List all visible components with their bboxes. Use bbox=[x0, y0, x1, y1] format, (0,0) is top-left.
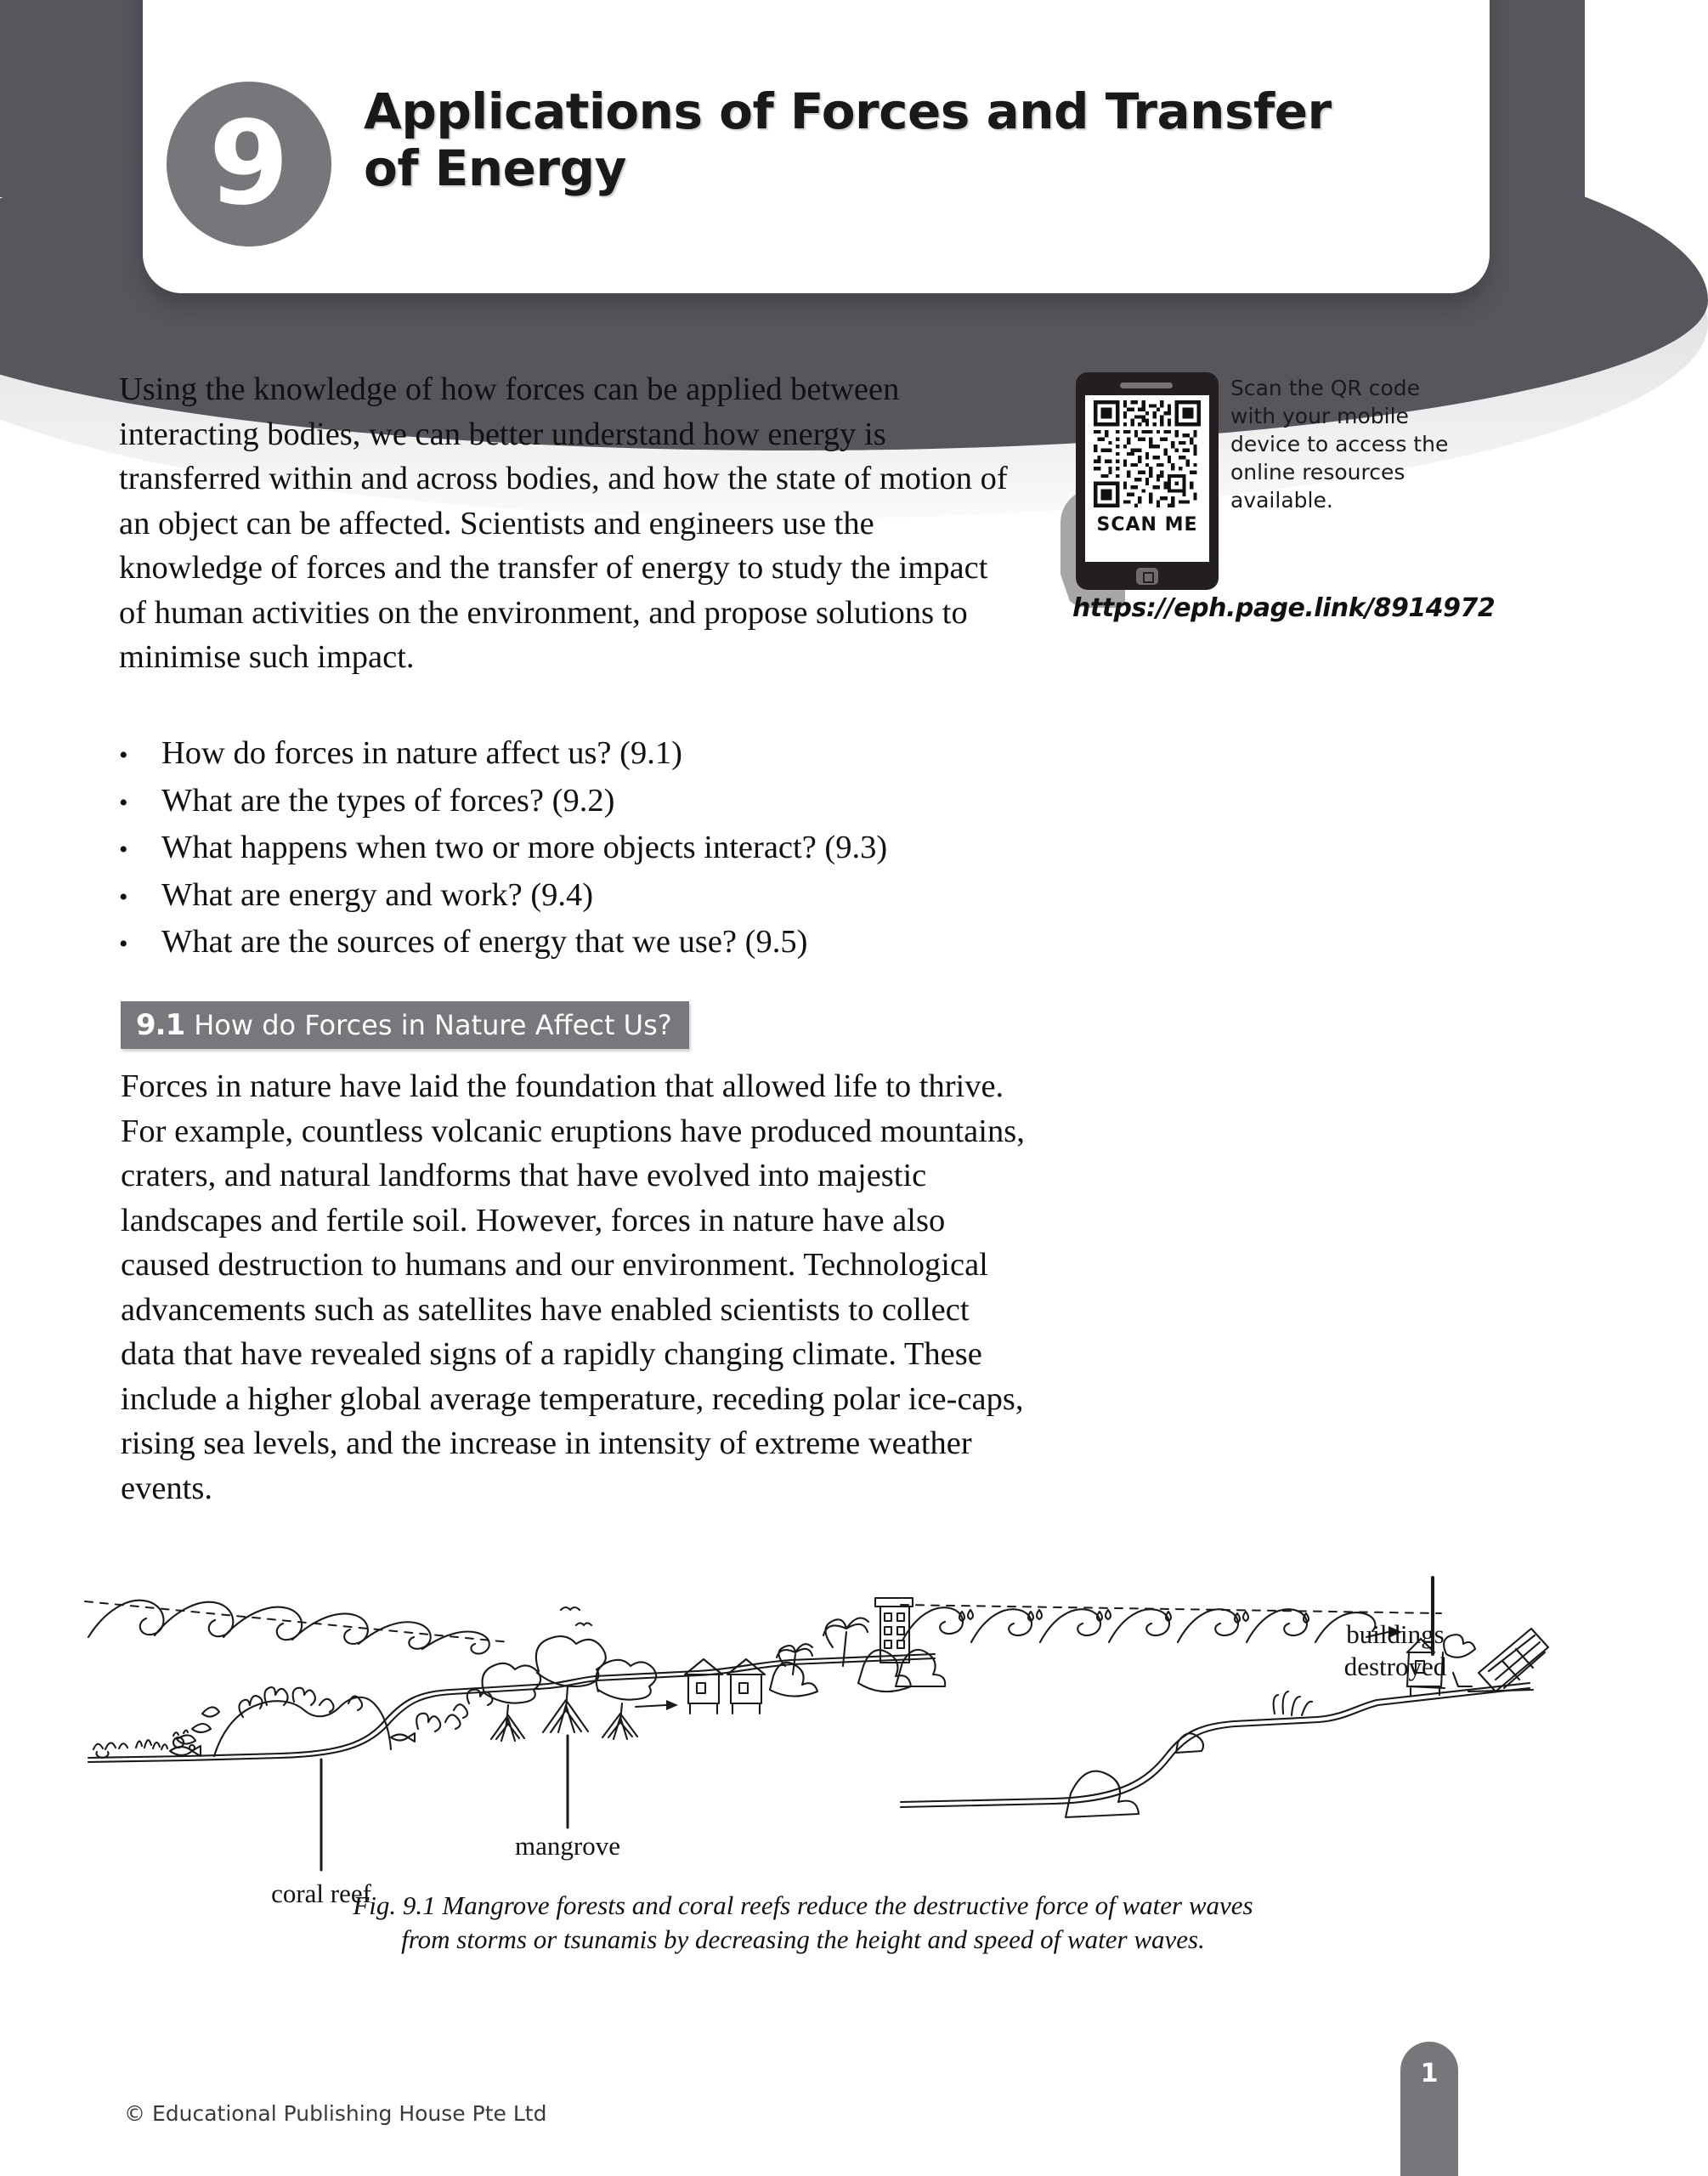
page-title: Applications of Forces and Transfer of Energy bbox=[364, 82, 1332, 198]
seaweed-2 bbox=[445, 1714, 461, 1729]
wave-right-2 bbox=[971, 1609, 1032, 1642]
debris-ground-line bbox=[1468, 1690, 1533, 1692]
list-item bbox=[119, 825, 1054, 873]
intro-paragraph: Using the knowledge of how forces can be applied between interacting bodies, we can better understand how energy is transferred within and across bodies, and how the state of motion of an object can be affected. Scientists and engineers use the knowledge of forces and the transfer of energy to study the impact of human activities on the environment, and propose solutions to minimise such impact. bbox=[119, 371, 1008, 675]
arrow-head-left bbox=[666, 1700, 678, 1710]
list-item-label: How do forces in nature affect us? (9.1) bbox=[161, 735, 682, 771]
house-1-stilts bbox=[690, 1703, 717, 1714]
phone-screen bbox=[1085, 395, 1209, 562]
wave-right-4 bbox=[1109, 1609, 1169, 1642]
coral-branch-3 bbox=[293, 1688, 315, 1705]
seabed-left-outer bbox=[88, 1654, 935, 1758]
wave-attenuation-arrow-left bbox=[636, 1705, 666, 1707]
wave-left-2 bbox=[155, 1602, 233, 1636]
seagrass-tuft bbox=[136, 1740, 167, 1749]
seabed-right-inner bbox=[901, 1688, 1530, 1807]
sparse-grass bbox=[1274, 1692, 1312, 1715]
house-2-stilts bbox=[732, 1703, 760, 1714]
mangrove-cluster bbox=[483, 1636, 657, 1741]
qr-code-icon[interactable] bbox=[1094, 400, 1201, 507]
eroded-mound bbox=[1066, 1771, 1139, 1817]
tower-windows bbox=[885, 1613, 904, 1648]
list-item-label: What happens when two or more objects interact? (9.3) bbox=[161, 830, 888, 865]
chapter-questions-list bbox=[119, 731, 1054, 967]
coral-branch-4 bbox=[320, 1699, 334, 1712]
stilt-houses bbox=[685, 1659, 765, 1714]
buildings-destroyed-line2: destroyed bbox=[1343, 1652, 1447, 1681]
qr-instruction-text: Scan the QR code with your mobile device to access the online resources available. bbox=[1230, 376, 1449, 513]
section-title: How do Forces in Nature Affect Us? bbox=[194, 1009, 672, 1041]
mangrove-roots-2 bbox=[543, 1686, 588, 1732]
list-item bbox=[119, 779, 1054, 826]
coral-fan-3 bbox=[202, 1707, 219, 1716]
figure-caption-line2: from storms or tsunamis by decreasing the height and speed of water waves. bbox=[401, 1924, 1205, 1954]
qr-url-link[interactable]: https://eph.page.link/8914972 bbox=[1072, 593, 1496, 623]
figure-caption bbox=[238, 1889, 1368, 1957]
house-2-body bbox=[731, 1674, 761, 1703]
eroded-rock bbox=[1176, 1733, 1203, 1753]
list-item bbox=[119, 920, 1054, 967]
house-2-window bbox=[739, 1683, 748, 1693]
coral-branch-1 bbox=[239, 1696, 262, 1717]
list-item bbox=[119, 731, 1054, 779]
wave-left-5 bbox=[359, 1622, 431, 1648]
wave-right-1 bbox=[902, 1607, 963, 1640]
mobile-phone-icon bbox=[1076, 372, 1219, 590]
shore-grass-left bbox=[93, 1742, 127, 1749]
section-body-paragraph: Forces in nature have laid the foundation that allowed life to thrive. For example, countless volcanic eruptions have produced mountains, craters, and natural landforms that have evolved into majestic landscapes and fertile soil. However, forces in nature have also caused destruction to humans and our environment. Technological advancements such as satellites have enabled scientists to collect data that have revealed signs of a rapidly changing climate. These include a higher global average temperature, receding polar ice-caps, rising sea levels, and the increase in intensity of extreme weather events. bbox=[121, 1068, 1025, 1506]
coral-reef-label: coral reef bbox=[271, 1878, 371, 1908]
seaweed-1 bbox=[416, 1714, 440, 1731]
house-1-window bbox=[697, 1683, 705, 1693]
scan-me-label: SCAN ME bbox=[1096, 514, 1198, 536]
seabed-right-outer bbox=[901, 1683, 1530, 1802]
bullet-icon: • bbox=[119, 930, 128, 958]
house-1-body bbox=[688, 1674, 719, 1703]
seabed-left-inner bbox=[88, 1658, 935, 1762]
wave-left-4 bbox=[292, 1613, 368, 1643]
page-number-tab bbox=[1400, 2042, 1458, 2176]
footer-copyright: © Educational Publishing House Pte Ltd bbox=[124, 2101, 547, 2126]
mangrove-roots-3 bbox=[602, 1703, 637, 1739]
wave-right-5 bbox=[1178, 1609, 1238, 1642]
phone-home-button-icon bbox=[1136, 568, 1158, 585]
coral-fan-2 bbox=[177, 1735, 195, 1743]
fish-icon-2 bbox=[391, 1733, 415, 1742]
pebble-1 bbox=[97, 1752, 109, 1758]
bullet-icon: • bbox=[119, 741, 128, 769]
phone-speaker-icon bbox=[1120, 382, 1173, 388]
coral-reef-mound bbox=[214, 1697, 391, 1756]
buildings-destroyed-label bbox=[1293, 1618, 1497, 1683]
list-item-label: What are the sources of energy that we use? (9.5) bbox=[161, 924, 808, 960]
wave-left-3 bbox=[223, 1607, 302, 1640]
wave-right-3 bbox=[1040, 1609, 1100, 1642]
page-number: 1 bbox=[1420, 2059, 1439, 2088]
list-item-label: What are the types of forces? (9.2) bbox=[161, 782, 615, 819]
section-heading-bar bbox=[121, 1001, 689, 1049]
fish-icon-1 bbox=[170, 1746, 201, 1756]
chapter-number-badge: 9 bbox=[167, 82, 331, 246]
buildings-destroyed-line1: buildings bbox=[1346, 1619, 1445, 1649]
section-number: 9.1 bbox=[136, 1008, 185, 1042]
list-item bbox=[119, 873, 1054, 921]
mangrove-label: mangrove bbox=[515, 1831, 620, 1861]
bullet-icon: • bbox=[119, 836, 128, 864]
wave-left-6 bbox=[422, 1632, 489, 1654]
figure-caption-line1: Fig. 9.1 Mangrove forests and coral reefs reduce the destructive force of water waves bbox=[353, 1890, 1253, 1920]
coral-fan-1 bbox=[192, 1724, 211, 1732]
bullet-icon: • bbox=[119, 788, 128, 817]
wave-left-1 bbox=[88, 1601, 163, 1637]
birds-icon bbox=[561, 1607, 591, 1625]
list-item-label: What are energy and work? (9.4) bbox=[161, 876, 594, 913]
mangrove-roots-1 bbox=[491, 1705, 524, 1741]
bullet-icon: • bbox=[119, 882, 128, 911]
